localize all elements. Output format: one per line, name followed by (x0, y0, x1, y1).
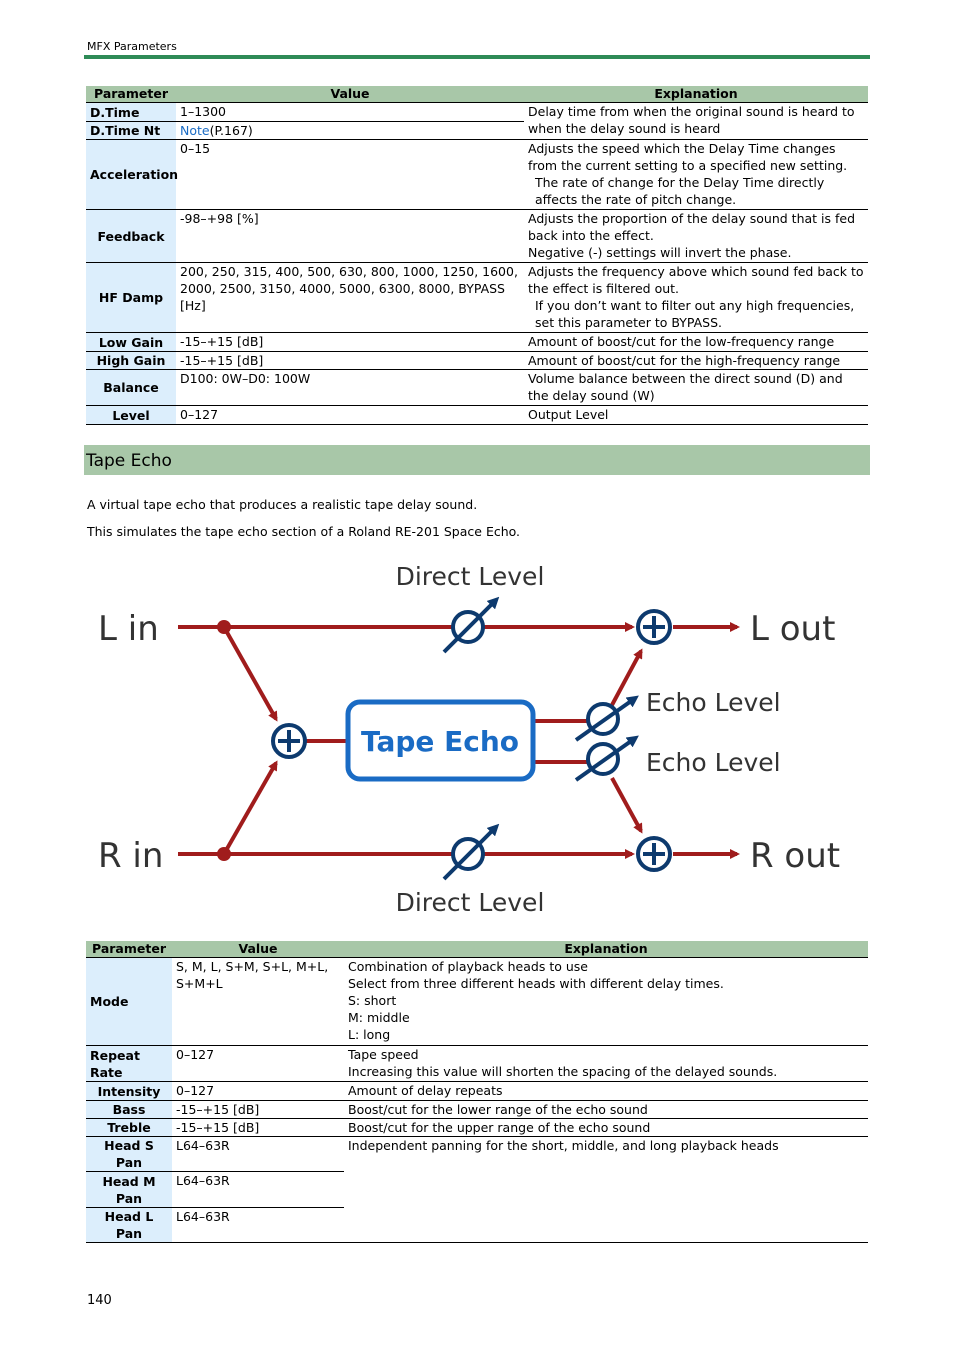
section-heading-bar (84, 445, 870, 475)
param-value: 200, 250, 315, 400, 500, 630, 800, 1000, 1250, 1600, 2000, 2500, 3150, 4000, 5000, 6300, 8000, BYPASS [Hz] (176, 263, 524, 333)
header-explanation: Explanation (344, 941, 868, 958)
table-row (86, 1119, 868, 1137)
param-value: 0–127 (172, 1046, 344, 1082)
explanation-line: Tape speed (348, 1047, 419, 1062)
param-explanation: Amount of boost/cut for the high-frequency range (524, 352, 868, 370)
param-name: Repeat Rate (86, 1046, 172, 1082)
page-number: 140 (87, 1293, 112, 1308)
param-value: -15–+15 [dB] (172, 1101, 344, 1119)
knob-echo-level-bottom (576, 739, 634, 780)
table-header-row (86, 941, 868, 958)
mixer-node-r-out (638, 838, 670, 870)
param-explanation: Volume balance between the direct sound (D) and the delay sound (W) (524, 370, 868, 406)
delay-parameter-table (86, 86, 868, 425)
explanation-line: If you don’t want to filter out any high frequencies, set this parameter to BYPASS. (535, 298, 855, 330)
param-name: D.Time (86, 103, 176, 122)
explanation-line: The rate of change for the Delay Time directly affects the rate of pitch change. (535, 175, 825, 207)
explanation-line: M: middle (348, 1010, 410, 1025)
mixer-node-input (273, 725, 305, 757)
param-explanation: Output Level (524, 406, 868, 425)
label-r-out: R out (750, 836, 841, 876)
section-title: Tape Echo (86, 451, 172, 471)
param-explanation (524, 210, 868, 263)
explanation-line: L: long (348, 1027, 391, 1042)
param-value: L64–63R (172, 1208, 344, 1243)
note-link[interactable]: Note (180, 123, 210, 138)
param-name: Intensity (86, 1082, 172, 1101)
label-direct-level-top: Direct Level (395, 562, 545, 591)
param-name: Balance (86, 370, 176, 406)
header-value: Value (176, 86, 524, 103)
explanation-line: Adjusts the frequency above which sound fed back to the effect is filtered out. (528, 264, 864, 296)
table-row (86, 1082, 868, 1101)
header-parameter: Parameter (86, 941, 172, 958)
table-header-row (86, 86, 868, 103)
mixer-node-l-out (638, 611, 670, 643)
param-name: D.Time Nt (86, 122, 176, 140)
param-value: -15–+15 [dB] (176, 333, 524, 352)
param-name: Level (86, 406, 176, 425)
param-explanation: Boost/cut for the upper range of the echo sound (344, 1119, 868, 1137)
param-explanation: Amount of delay repeats (344, 1082, 868, 1101)
param-explanation (344, 1046, 868, 1082)
table-row (86, 958, 868, 1046)
param-name: Mode (86, 958, 172, 1046)
tape-echo-block-label: Tape Echo (360, 725, 520, 758)
signal-flow-diagram (0, 555, 954, 925)
table-row (86, 1137, 868, 1172)
param-name: Treble (86, 1119, 172, 1137)
header-parameter: Parameter (86, 86, 176, 103)
param-value: 1–1300 (176, 103, 524, 122)
table-row (86, 333, 868, 352)
label-echo-level-top: Echo Level (646, 688, 781, 717)
explanation-line: Combination of playback heads to use (348, 959, 588, 974)
param-name: Acceleration (86, 140, 176, 210)
param-value: 0–127 (176, 406, 524, 425)
header-value: Value (172, 941, 344, 958)
label-l-out: L out (750, 609, 836, 649)
param-value: -15–+15 [dB] (172, 1119, 344, 1137)
table-row (86, 1101, 868, 1119)
param-value: S, M, L, S+M, S+L, M+L, S+M+L (172, 958, 344, 1046)
label-l-in: L in (98, 609, 159, 649)
param-explanation: Independent panning for the short, middle, and long playback heads (344, 1137, 868, 1243)
param-value: D100: 0W–D0: 100W (176, 370, 524, 406)
table-row (86, 352, 868, 370)
param-value: 0–127 (172, 1082, 344, 1101)
tape-echo-parameter-table (86, 941, 868, 1243)
explanation-line: Increasing this value will shorten the spacing of the delayed sounds. (348, 1064, 778, 1079)
param-name: Head L Pan (86, 1208, 172, 1243)
label-direct-level-bottom: Direct Level (395, 888, 545, 917)
label-r-in: R in (98, 836, 164, 876)
param-explanation: Boost/cut for the lower range of the echo sound (344, 1101, 868, 1119)
table-row (86, 263, 868, 333)
header-rule (84, 55, 870, 59)
explanation-line: Negative (-) settings will invert the phase. (528, 245, 792, 260)
param-explanation (344, 958, 868, 1046)
param-explanation (524, 263, 868, 333)
param-value: -98–+98 [%] (176, 210, 524, 263)
param-name: HF Damp (86, 263, 176, 333)
table-row (86, 140, 868, 210)
explanation-line: Select from three different heads with different delay times. (348, 976, 724, 991)
description-line: A virtual tape echo that produces a realistic tape delay sound. (87, 497, 478, 512)
label-echo-level-bottom: Echo Level (646, 748, 781, 777)
table-row (86, 103, 868, 122)
header-explanation: Explanation (524, 86, 868, 103)
table-row (86, 370, 868, 406)
table-row (86, 406, 868, 425)
param-name: Low Gain (86, 333, 176, 352)
param-name: Feedback (86, 210, 176, 263)
param-value: L64–63R (172, 1172, 344, 1208)
page-reference: (P.167) (209, 123, 253, 138)
param-explanation: Amount of boost/cut for the low-frequency range (524, 333, 868, 352)
split-dot-left (217, 620, 231, 634)
explanation-line: S: short (348, 993, 397, 1008)
param-name: Bass (86, 1101, 172, 1119)
param-name: Head M Pan (86, 1172, 172, 1208)
param-explanation (524, 140, 868, 210)
split-dot-right (217, 847, 231, 861)
table-row (86, 1046, 868, 1082)
param-value: 0–15 (176, 140, 524, 210)
table-row (86, 210, 868, 263)
explanation-line: Adjusts the speed which the Delay Time changes from the current setting to a specified new setting. (528, 141, 848, 173)
param-value: L64–63R (172, 1137, 344, 1172)
param-value: -15–+15 [dB] (176, 352, 524, 370)
param-explanation: Delay time from when the original sound is heard to when the delay sound is heard (524, 103, 868, 140)
param-name: High Gain (86, 352, 176, 370)
description-line: This simulates the tape echo section of a Roland RE-201 Space Echo. (87, 524, 521, 539)
explanation-line: Adjusts the proportion of the delay sound that is fed back into the effect. (528, 211, 856, 243)
param-value (176, 122, 524, 140)
param-name: Head S Pan (86, 1137, 172, 1172)
running-header: MFX Parameters (87, 40, 177, 53)
